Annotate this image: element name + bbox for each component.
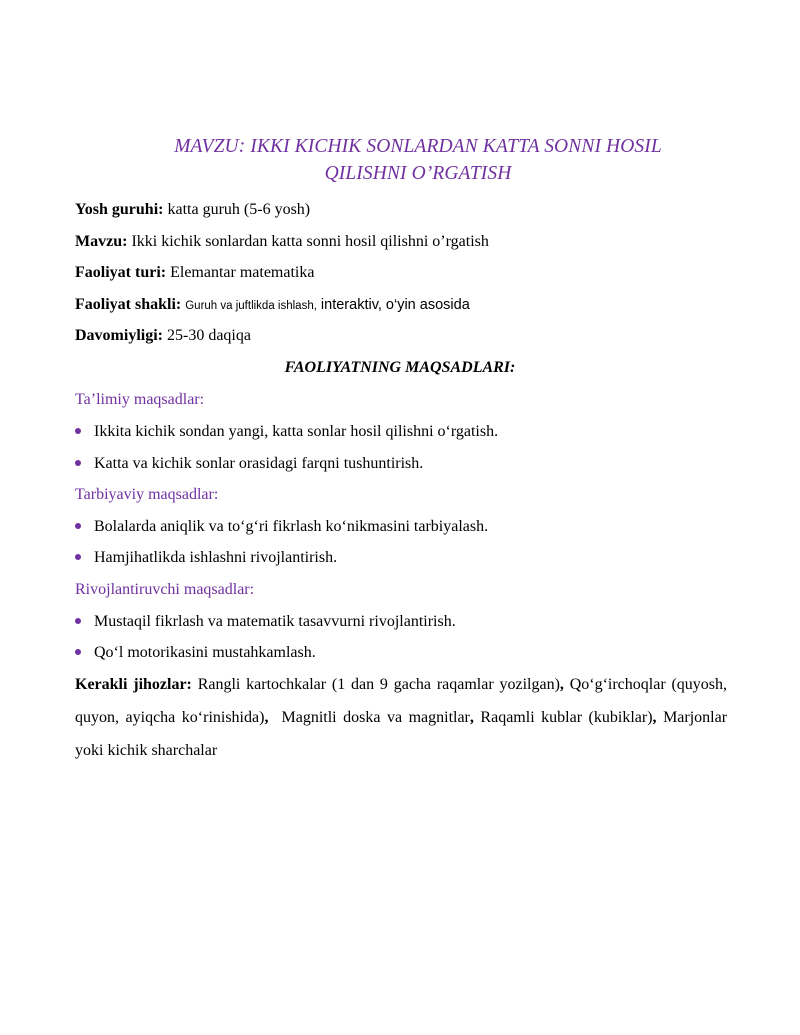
equipment-separator: , [652,709,657,726]
list-item [75,455,423,473]
activity-type-line [75,264,314,282]
list-item-text: Hamjihatlikda ishlashni rivojlantirish. [94,549,338,566]
equipment-paragraph [75,668,727,767]
equipment-item: Qo‘g‘irchoqlar (quyosh, quyon, ayiqcha ko‘rinishida) [75,676,727,726]
activity-type-value: Elemantar matematika [170,264,315,281]
list-item [75,644,316,662]
topic-line [75,233,489,251]
equipment-label: Kerakli jihozlar: [75,676,192,693]
title-line-1: MAVZU: IKKI KICHIK SONLARDAN KATTA SONNI HOSIL [174,136,662,157]
equipment-item: Raqamli kublar (kubiklar) [480,709,653,726]
duration-label: Davomiyligi: [75,327,163,344]
document-title [118,133,718,187]
list-item [75,549,337,567]
equipment-item: Magnitli doska va magnitlar [281,709,470,726]
list-item [75,423,498,441]
duration-line [75,327,251,345]
topic-value: Ikki kichik sonlardan katta sonni hosil qilishni o’rgatish [131,233,489,250]
age-group-label: Yosh guruhi: [75,201,164,218]
activity-type-label: Faoliyat turi: [75,264,167,281]
topic-label: Mavzu: [75,233,128,250]
list-item-text: Ikkita kichik sondan yangi, katta sonlar hosil qilishni o‘rgatish. [94,423,499,440]
equipment-separator: , [559,676,564,693]
section-heading-upbringing: Tarbiyaviy maqsadlar: [75,486,219,503]
list-item-text: Bolalarda aniqlik va to‘g‘ri fikrlash ko‘nikmasini tarbiyalash. [94,518,489,535]
bullet-icon [75,428,81,434]
title-line-2: QILISHNI O’RGATISH [324,163,512,184]
goals-heading: FAOLIYATNING MAQSADLARI: [284,359,516,376]
equipment-item: Rangli kartochkalar (1 dan 9 gacha raqamlar yozilgan) [197,676,560,693]
bullet-icon [75,554,81,560]
list-item-text: Qo‘l motorikasini mustahkamlash. [94,644,316,661]
equipment-separator: , [469,709,474,726]
section-heading-educational: Ta’limiy maqsadlar: [75,391,205,408]
bullet-icon [75,618,81,624]
section-heading-developmental: Rivojlantiruvchi maqsadlar: [75,581,255,598]
list-item-text: Mustaqil fikrlash va matematik tasavvurni rivojlantirish. [94,613,456,630]
activity-form-value: interaktiv, o‘yin asosida [320,297,470,313]
activity-form-value-small: Guruh va juftlikda ishlash, [185,300,317,312]
list-item-text: Katta va kichik sonlar orasidagi farqni tushuntirish. [94,455,424,472]
list-item [75,613,456,631]
equipment-separator: , [264,709,269,726]
bullet-icon [75,649,81,655]
equipment-item: Marjonlar yoki kichik sharchalar [75,709,728,759]
age-group-value: katta guruh (5-6 yosh) [167,201,311,218]
duration-value: 25-30 daqiqa [167,327,251,344]
activity-form-line [75,296,470,314]
bullet-icon [75,460,81,466]
list-item [75,518,488,536]
bullet-icon [75,523,81,529]
activity-form-label: Faoliyat shakli: [75,296,182,313]
age-group-line [75,201,310,219]
